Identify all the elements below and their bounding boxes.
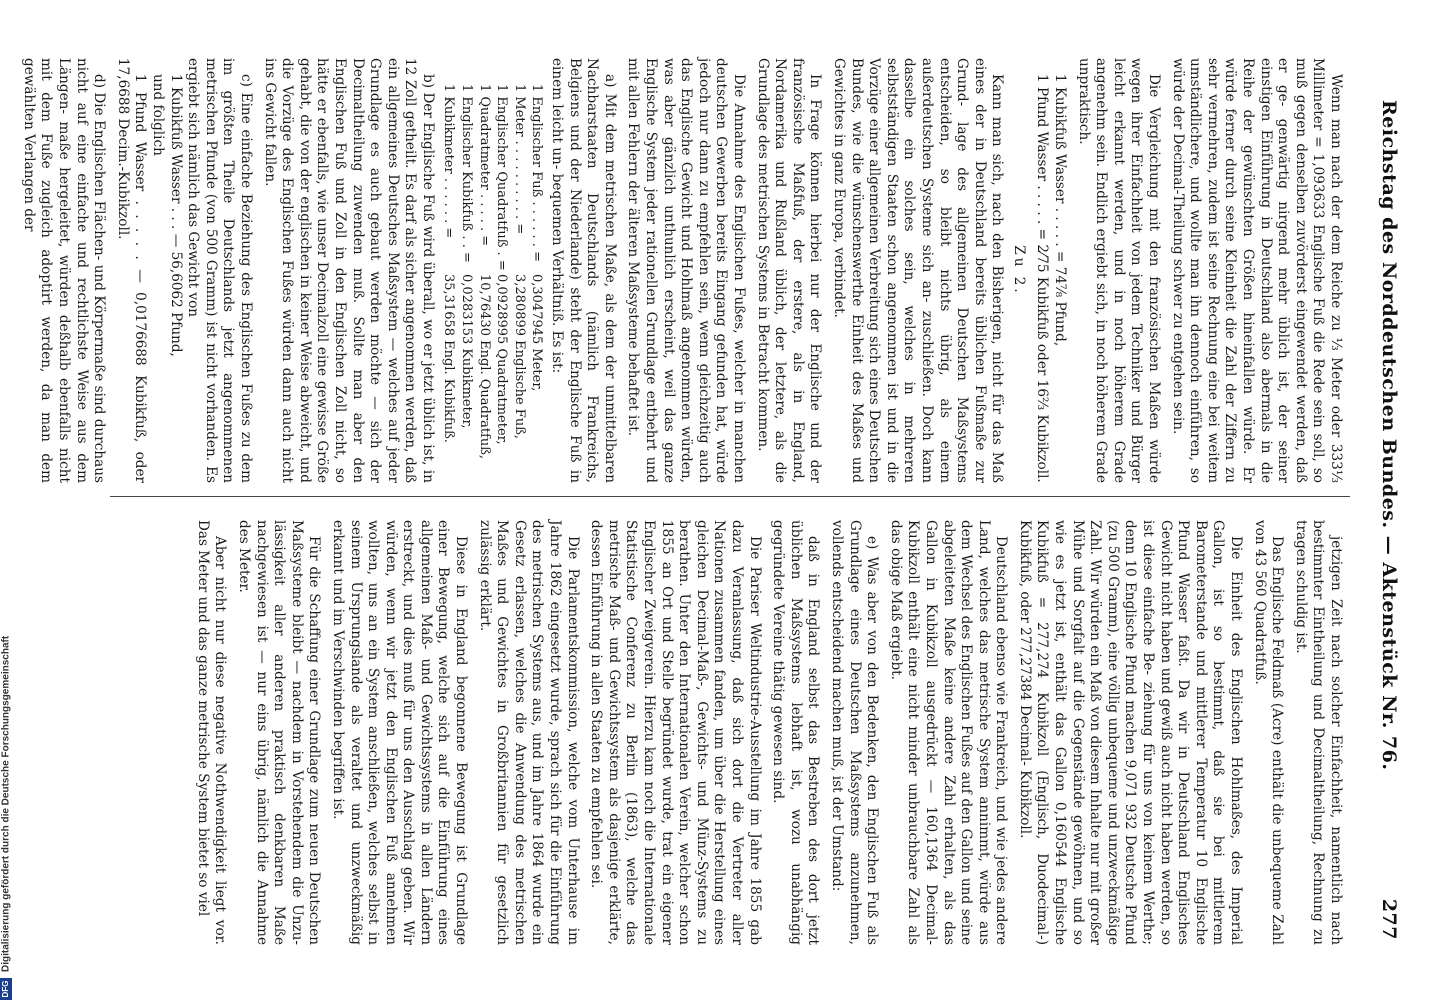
item-d: d) Die Englischen Flächen- und Körpermaße sind durchaus nicht auf eine einfache und rechtlichste Weise aus dem Längen- maße hergeleitet, würden deßhalb ebenfalls nicht mit dem Fuße zugleich adoptirt werden, da man dem gewählten Verlangen der xyxy=(20,58,108,483)
column-divider xyxy=(110,496,1350,497)
page-number: 277 xyxy=(1378,898,1400,940)
paragraph: jetzigen Zeit nach solcher Einfachheit, namentlich nach bestimmter Eintheilung und Decimaltheilung, Rechnung zu tragen schuldig ist. xyxy=(1292,520,1344,945)
measure-table xyxy=(440,84,546,483)
paragraph: Die Annahme des Englischen Fußes, welcher in manchen deutschen Gewerben bereits Eingang gefunden hat, würde jedoch nur dann zu empfehlen sein, wenn gleichzeitig auch das Englische Gewicht und Hohlmaß angenommen würden, was aber gänzlich unthunlich erscheint, weil das ganze Englische System jeder rationellen Grundlage entbehrt und mit allen Fehlern der älteren Maßsysteme behaftet ist. xyxy=(625,58,747,483)
left-column xyxy=(20,58,1344,483)
right-column xyxy=(74,520,1344,945)
measure-value: 0,0928995 Quadratmeter, xyxy=(494,274,510,445)
measure-row xyxy=(458,84,476,483)
measure-value: 0,3047945 Meter, xyxy=(529,274,545,392)
item-e: e) Was aber von den Bedenken, den Englischen Fuß als Grundlage eines Deutschen Maßsystems anzunehmen, vollends entscheidend machen muß, ist der Umstand: xyxy=(828,520,881,945)
section-heading: Zu 2. xyxy=(1010,245,1027,296)
paragraph: Aber nicht nur diese negative Nothwendigkeit liegt vor. Das Meter und das ganze metrische System bietet so viel xyxy=(194,520,229,945)
measure-unit: 1 Kubikmeter . . . . . . = xyxy=(441,84,457,239)
running-title: Reichstag des Norddeutschen Bundes. — Aktenstück Nr. 76. xyxy=(1378,100,1400,771)
paragraph: Das Englische Feldmaß (Acre) enthält die unbequeme Zahl von 43 560 Quadratfuß. xyxy=(1251,520,1286,945)
digitization-stamp xyxy=(0,0,18,1000)
dfg-logo: DFG xyxy=(0,978,12,1000)
measure-value: 0,0283153 Kubikmeter, xyxy=(459,274,475,429)
measure-row xyxy=(475,84,493,483)
page-header xyxy=(1370,60,1400,940)
measure-row xyxy=(440,84,458,483)
paragraph: Die Vergleichung mit den französischen Maßen würde wegen ihrer Einfachheit von jedem Techniker und Bürger leicht erkannt werden, und in noch höherem Grade angenehm sein. Endlich ergiebt sich, in noch höherem Grade unpraktisch. xyxy=(1075,58,1163,483)
item-b: b) Der Englische Fuß wird überall, wo er jetzt üblich ist, in 12 Zoll getheilt. Es darf als sicher angenommen werden, daß ein allgemeines Deutsches Maßsystem — welches auf jeder Grundlage es auch gebaut werden möchte — sich der Decimaltheilung zuwenden muß. Sollte man aber den Englischen Fuß und Zoll in den Englischen Zoll nicht, so hätte er ebenfalls, wie unser Decimalzoll eine gewisse Größe gehabt, die von der englischen in keiner Weise abweicht, und die Vorzüge des Englischen Fußes würden dann auch nicht ins Gewicht fallen. xyxy=(261,58,436,483)
stamp-text: Digitalisierung gefördert durch die Deutsche Forschungsgemeinschaft xyxy=(0,635,12,972)
measure-row xyxy=(528,84,546,483)
pound-line: 1 Pfund Wasser . . . . . — 0,0176688 Kubikfuß, oder 17,6688 Decim.-Kubikzoll. xyxy=(114,58,149,483)
paragraph: Die Einheit des Englischen Hohlmaßes, des Imperial Gallon, ist so bestimmt, daß sie bei mittlerem Barometerstande und mittlerer Temperatur 10 Englische Pfund Wasser faßt. Da wir in Deutschland Englisches Gewicht nicht haben und gewiß auch nicht haben werden, so ist diese einfache Be- ziehung für uns von keinem Werthe; denn 10 Englische Pfund machen 9,071 932 Deutsche Pfund (zu 500 Gramm), eine völlig unbequeme und unzweckmäßige Zahl. Wir würden ein Maß von diesem Inhalte nur mit großer Mühe und Sorgfalt auf die Gegenstände gewöhnen, und so wie es jetzt ist, enthält das Gallon 0,160544 Englische Kubikfuß = 277,274 Kubikzoll (Englisch, Duodecimal-) Kubikfuß, oder 277,27384 Decimal- Kubikzoll. xyxy=(1016,520,1245,945)
item-a: a) Mit dem metrischen Maße, als dem der unmittelbaren Nachbarstaaten Deutschlands (nämlich Frankreichs, Belgiens und der Niederlande) steht der Englische Fuß in einem leicht un- bequemen Verhältniß. Es ist: xyxy=(549,58,618,483)
measure-value: 3,280899 Englische Fuß, xyxy=(511,274,527,440)
measure-value: 10,76430 Engl. Quadratfuß, xyxy=(476,274,492,460)
paragraph: Deutschland ebenso wie Frankreich, und wie jedes andere Land, welches das metrische System annimmt, würde aus dem Wechsel des Englischen Fußes auf den Gallon und seine abgeleiteten Maße keine andere Zahl erhalten, als das Gallon in Kubikzoll ausgedrückt — 160,1364 Decimal- Kubikzoll enthält eine nicht minder unbrauchbare Zahl als das obige Maß ergiebt. xyxy=(887,520,1010,945)
pound-line: 1 Kubikfuß Wasser . . . — 56,6062 Pfund, xyxy=(167,74,184,357)
measure-unit: 1 Quadratmeter . . . . . = xyxy=(476,84,492,247)
measure-unit: 1 Englischer Fuß . . . . . . = xyxy=(529,84,545,262)
paragraph: Die Pariser Weltindustrie-Ausstellung im Jahre 1855 gab dazu Veranlassung, daß sich dort die Vertreter aller Nationen zusammen fanden, um über die Herstellung eines gleichen Decimal-Maß-, Gewichts- und Münz-Systems zu berathen. Unter den Internationalen Verein, welcher schon 1855 an Ort und Stelle begründet wurde, trat ein eigener Englischer Zweigverein. Hierzu kam noch die Internationale Statistische Conferenz zu Berlin (1863), welche das metrische Maß- und Gewichtssystem als dasjenige erklärte, dessen Einführung in allen Staaten zu empfehlen sei. xyxy=(588,520,763,945)
conversion-line: 1 Pfund Wasser . . . . . = 2⁄75 Kubikfuß oder 16⅔ Kubikzoll. xyxy=(1034,74,1051,483)
measure-unit: 1 Englischer Quadratfuß . = xyxy=(494,84,510,271)
conversion-line: 1 Kubikfuß Wasser . . . . . = 74⅞ Pfund, xyxy=(1052,74,1069,347)
paragraph: Diese in England begonnene Bewegung ist Grundlage einer Bewegung, welche sich auf die Einführung eines allgemeinen Maß- und Gewichtssystems in allen Ländern erstreckt, und dies muß für uns den Ausschlag geben. Wir würden, wenn wir jetzt den Englischen Fuß annehmen wollten, uns an ein System anschließen, welches selbst in seinem Ursprungslande als veraltet und unzweckmäßig erkannt und im Verschwinden begriffen ist. xyxy=(329,520,470,945)
paragraph: Die Parlamentskommission, welche vom Unterhause im Jahre 1862 eingesetzt wurde, sprach sich für die Einführung des metrischen Systems aus, und im Jahre 1864 wurde ein Gesetz erlassen, welches die Anwendung des metrischen Maßes und Gewichtes in Großbritannien für gesetzlich zulässig erklärt. xyxy=(476,520,581,945)
measure-row xyxy=(510,84,528,483)
paragraph: Kann man sich, nach den Bisherigen, nicht für das Maß eines der in Deutschland bereits üblichen Fußmaße zur Grund- lage des allgemeinen Deutschen Maßsystems entscheiden, so bleibt nichts übrig, als einem außerdeutschen Systeme sich an- zuschließen. Doch kann dasselbe ein solches sein, welches in mehreren selbstständigen Staaten schon angenommen ist und in die Vorzüge einer allgemeinen Verbreitung sich eines Deutschen Bundes, wie die wünschenswerthe Einheit des Maßes und Gewichtes in ganz Europa, verbindet. xyxy=(830,58,1006,483)
paragraph: Für die Schaffung einer Grundlage zum neuen Deutschen Maßsysteme bleibt — nachdem in Vorstehendem die Unzu- lässigkeit aller anderen praktisch denkbaren Maße nachgewiesen ist — nur eins übrig, nämlich die Annahme des Meter. xyxy=(235,520,323,945)
paragraph: In Frage können hierbei nur der Englische und der französische Maßfuß, der erstere, als in England, Nordamerika und Rußland üblich, der letztere, als die Grundlage des metrischen Systems in Betracht kommen. xyxy=(754,58,824,483)
paragraph: Wenn man nach der dem Reiche zu ⅓ Meter oder 333⅓ Millimeter = 1,093633 Englische Fuß die Rede sein soll, so muß gegen denselben zuvörderst eingewendet werden, daß er ge- genwärtig nirgend mehr üblich ist, der seiner einstigen Einführung in Deutschland also abermals in die Reihe der gewünschten Größen hineinfallen würde. Er würde ferner durch seine Kleinheit die Zahl der Ziffern zu sehr vermehren, zudem ist seine Rechnung eine bei weitem umständlichere, und wollte man ihn dennoch einführen, so würde der Decimal-Theilung schwer zu entgehen sein. xyxy=(1169,58,1344,483)
paragraph: daß in England selbst das Bestreben des dort jetzt üblichen Maßsystems lebhaft ist, wozu unabhängig gegründete Vereine thätig gewesen sind. xyxy=(770,520,822,945)
pound-line: und folglich xyxy=(150,74,166,156)
measure-value: 35,31658 Engl. Kubikfuß. xyxy=(441,274,457,443)
measure-row xyxy=(493,84,511,483)
item-c: c) Eine einfache Beziehung des Englischen Fußes zu dem im größten Theile Deutschlands jetzt angenommenen metrischen Pfunde (von 500 Gramm) ist nicht vorhanden. Es ergiebt sich nämlich das Gewicht von xyxy=(185,58,254,483)
measure-unit: 1 Meter . . . . . . . . . . = xyxy=(511,84,527,235)
measure-unit: 1 Englischer Kubikfuß . . = xyxy=(459,84,475,263)
